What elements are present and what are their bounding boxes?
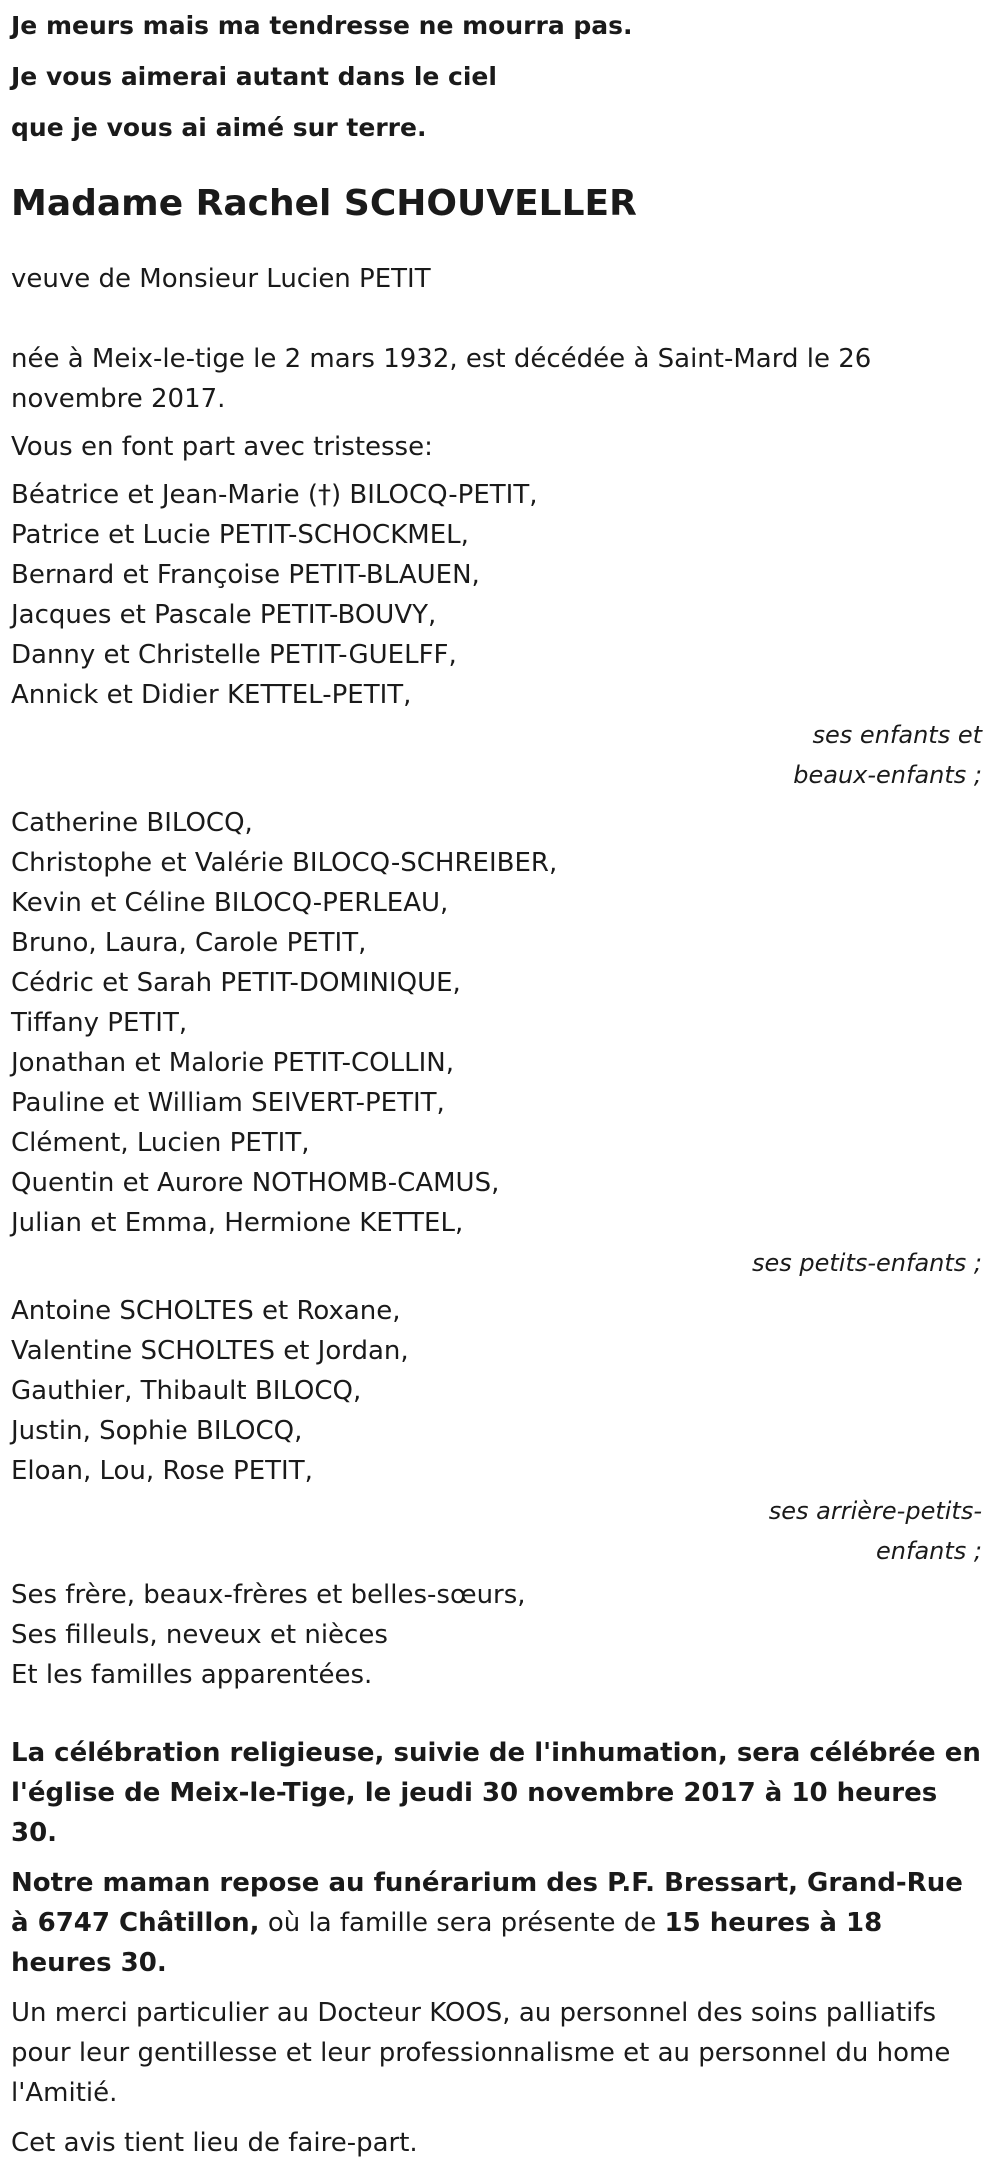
birth-death-line: née à Meix-le-tige le 2 mars 1932, est décédée à Saint-Mard le 26 novembre 2017. — [11, 344, 872, 414]
list-item: Ses filleuls, neveux et nièces — [11, 1620, 388, 1650]
list-item: Jacques et Pascale PETIT-BOUVY, — [11, 600, 437, 630]
relation-line: ses arrière-petits- — [768, 1497, 982, 1525]
list-item: Clément, Lucien PETIT, — [11, 1128, 310, 1158]
mortuary-location: Notre maman repose au funérarium des P.F. Bressart, Grand-Rue à 6747 Châtillon, — [11, 1868, 963, 1938]
list-item: Pauline et William SEIVERT-PETIT, — [11, 1088, 445, 1118]
list-item: Jonathan et Malorie PETIT-COLLIN, — [11, 1048, 454, 1078]
list-item: Danny et Christelle PETIT-GUELFF, — [11, 640, 457, 670]
great-grandchildren-relation — [11, 1491, 982, 1571]
list-item: Catherine BILOCQ, — [11, 808, 253, 838]
mortuary-hours: 15 heures à 18 heures 30. — [11, 1908, 883, 1978]
thanks-paragraph: Un merci particulier au Docteur KOOS, au personnel des soins palliatifs pour leur gentillesse et leur professionnalisme et au personnel du home l'Amitié. — [11, 1998, 951, 2108]
list-item: Valentine SCHOLTES et Jordan, — [11, 1336, 409, 1366]
children-relation — [11, 715, 982, 795]
list-item: Kevin et Céline BILOCQ-PERLEAU, — [11, 888, 449, 918]
great-grandchildren-list — [11, 1291, 982, 1491]
list-item: Quentin et Aurore NOTHOMB-CAMUS, — [11, 1168, 500, 1198]
grandchildren-list — [11, 803, 982, 1243]
announce-line: Vous en font part avec tristesse: — [11, 432, 433, 462]
list-item: Béatrice et Jean-Marie (†) BILOCQ-PETIT, — [11, 480, 538, 510]
relation-line: ses enfants et — [812, 721, 982, 749]
relation-line: enfants ; — [876, 1537, 982, 1565]
quote-line-3: que je vous ai aimé sur terre. — [11, 113, 427, 142]
list-item: Cédric et Sarah PETIT-DOMINIQUE, — [11, 968, 461, 998]
list-item: Bruno, Laura, Carole PETIT, — [11, 928, 367, 958]
list-item: Gauthier, Thibault BILOCQ, — [11, 1376, 362, 1406]
other-relatives-list — [11, 1575, 982, 1695]
deceased-name: Madame Rachel SCHOUVELLER — [11, 183, 637, 224]
list-item: Annick et Didier KETTEL-PETIT, — [11, 680, 412, 710]
quote — [11, 0, 982, 153]
mortuary-paragraph — [11, 1863, 982, 1983]
list-item: Justin, Sophie BILOCQ, — [11, 1416, 303, 1446]
list-item: Tiffany PETIT, — [11, 1008, 188, 1038]
list-item: Antoine SCHOLTES et Roxane, — [11, 1296, 401, 1326]
list-item: Christophe et Valérie BILOCQ-SCHREIBER, — [11, 848, 558, 878]
list-item: Patrice et Lucie PETIT-SCHOCKMEL, — [11, 520, 469, 550]
list-item: Ses frère, beaux-frères et belles-sœurs, — [11, 1580, 526, 1610]
list-item: Julian et Emma, Hermione KETTEL, — [11, 1208, 464, 1238]
closing-line: Cet avis tient lieu de faire-part. — [11, 2128, 418, 2158]
quote-line-1: Je meurs mais ma tendresse ne mourra pas. — [11, 11, 633, 40]
grandchildren-relation: ses petits-enfants ; — [751, 1249, 982, 1277]
ceremony-paragraph: La célébration religieuse, suivie de l'inhumation, sera célébrée en l'église de Meix-le-Tige, le jeudi 30 novembre 2017 à 10 heures 30. — [11, 1738, 981, 1848]
list-item: Et les familles apparentées. — [11, 1660, 373, 1690]
list-item: Eloan, Lou, Rose PETIT, — [11, 1456, 313, 1486]
children-list — [11, 475, 982, 715]
relation-line: beaux-enfants ; — [793, 761, 982, 789]
mortuary-text: où la famille sera présente de — [259, 1908, 665, 1938]
list-item: Bernard et Françoise PETIT-BLAUEN, — [11, 560, 480, 590]
quote-line-2: Je vous aimerai autant dans le ciel — [11, 62, 497, 91]
spouse-line: veuve de Monsieur Lucien PETIT — [11, 264, 431, 294]
